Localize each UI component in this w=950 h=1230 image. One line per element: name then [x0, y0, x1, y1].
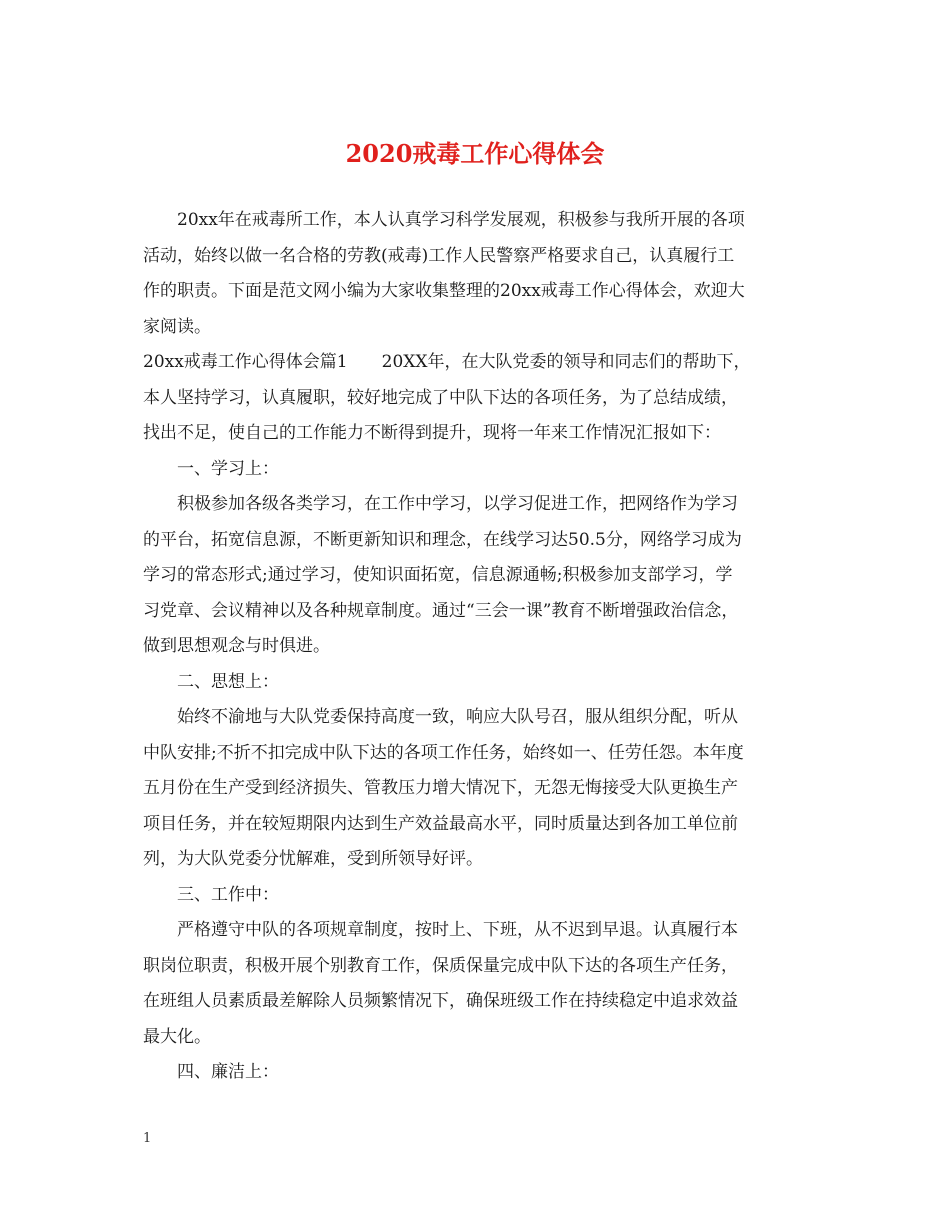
text-line: 职岗位职责，积极开展个别教育工作，保质保量完成中队下达的各项生产任务，	[143, 955, 738, 976]
text-line: 四、廉洁上：	[177, 1062, 279, 1082]
text-line: 20xx戒毒工作心得体会篇1 20XX年，在大队党委的领导和同志们的帮助下，	[143, 352, 751, 372]
page-number: 1	[143, 1131, 152, 1146]
text-line: 列，为大队党委分忧解难，受到所领导好评。	[143, 849, 483, 869]
document-body	[143, 203, 823, 1091]
text-line: 三、工作中：	[177, 884, 279, 905]
text-line: 在班组人员素质最差解除人员频繁情况下，确保班级工作在持续稳定中追求效益	[143, 991, 738, 1011]
text-line: 严格遵守中队的各项规章制度，按时上、下班，从不迟到早退。认真履行本	[177, 920, 738, 940]
text-line: 中队安排;不折不扣完成中队下达的各项工作任务，始终如一、任劳任怨。本年度	[143, 742, 744, 763]
text-line: 最大化。	[143, 1026, 211, 1047]
text-line: 五月份在生产受到经济损失、管教压力增大情况下，无怨无悔接受大队更换生产	[143, 778, 738, 798]
text-line: 二、思想上：	[177, 671, 279, 692]
text-line: 找出不足，使自己的工作能力不断得到提升，现将一年来工作情况汇报如下：	[143, 423, 721, 443]
text-line: 本人坚持学习，认真履职，较好地完成了中队下达的各项任务，为了总结成绩，	[143, 387, 738, 408]
text-line: 家阅读。	[143, 316, 211, 337]
text-line: 20xx年在戒毒所工作，本人认真学习科学发展观，积极参与我所开展的各项	[177, 210, 745, 230]
text-line: 作的职责。下面是范文网小编为大家收集整理的20xx戒毒工作心得体会，欢迎大	[143, 281, 745, 301]
text-line: 积极参加各级各类学习，在工作中学习，以学习促进工作，把网络作为学习	[177, 494, 738, 514]
text-line: 项目任务，并在较短期限内达到生产效益最高水平，同时质量达到各加工单位前	[143, 813, 738, 834]
text-line: 始终不渝地与大队党委保持高度一致，响应大队号召，服从组织分配，听从	[177, 707, 738, 727]
document-title: 2020戒毒工作心得体会	[345, 139, 605, 168]
text-line: 做到思想观念与时俱进。	[143, 636, 330, 656]
text-line: 习党章、会议精神以及各种规章制度。通过“三会一课”教育不断增强政治信念，	[143, 600, 739, 621]
text-line: 的平台，拓宽信息源，不断更新知识和理念，在线学习达50.5分，网络学习成为	[143, 529, 742, 550]
text-line: 学习的常态形式;通过学习，使知识面拓宽，信息源通畅;积极参加支部学习，学	[143, 565, 733, 585]
text-line: 活动，始终以做一名合格的劳教(戒毒)工作人民警察严格要求自己，认真履行工	[143, 245, 735, 266]
text-line: 一、学习上：	[177, 458, 279, 479]
